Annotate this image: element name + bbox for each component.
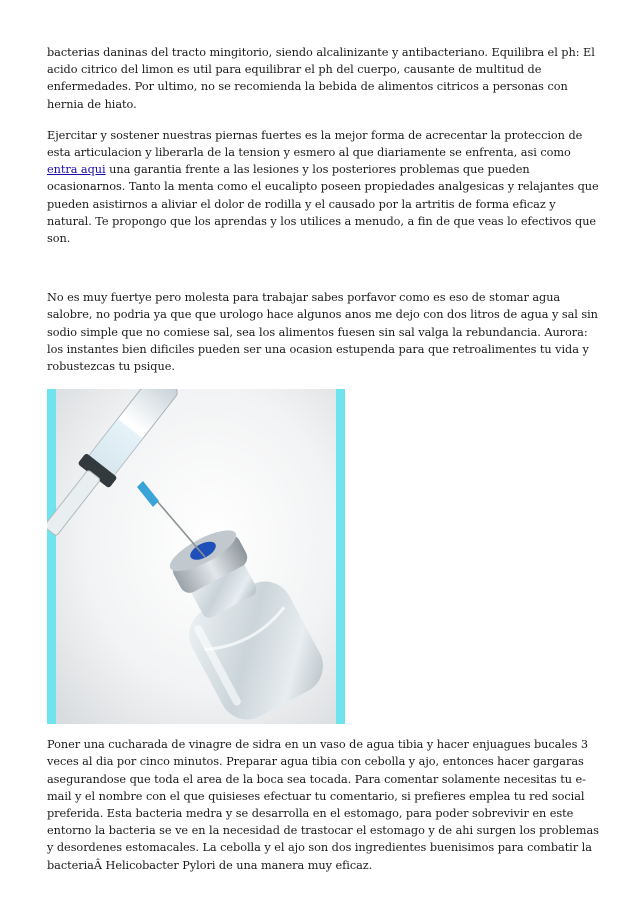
paragraph-2-text-after: una garantia frente a las lesiones y los posteriores problemas que pueden ocasionarnos. Tanto la menta como el eucalipto poseen propiedades analgesicas y relajantes que pueden asistirnos a aliviar el dolor de rodilla y el causado por la artritis de forma eficaz y natural. Te propongo que los aprendas y los utilices a menudo, a fin de que veas lo efectivos que son. [47,163,599,246]
paragraph-3: No es muy fuertye pero molesta para trabajar sabes porfavor como es eso de stomar agua salobre, no podria ya que que urologo hace algunos anos me dejo con dos litros de agua y sal sin sodio simple que no comiese sal, sea los alimentos fuesen sin sal valga la rebundancia. Aurora: los instantes bien dificiles pueden ser una ocasion estupenda para que retroalimentes tu vida y robustezcas tu psique. [47,291,598,374]
syringe-vial-photo-icon [47,389,345,724]
document-page [47,44,603,874]
syringe-vial-image [47,389,345,724]
paragraph-2 [47,127,603,247]
paragraph-4: Poner una cucharada de vinagre de sidra en un vaso de agua tibia y hacer enjuagues bucales 3 veces al dia por cinco minutos. Preparar agua tibia con cebolla y ajo, entonces hacer gargaras asegurandose que toda el area de la boca sea tocada. Para comentar solamente necesitas tu e-mail y el nombre con el que quisieses efectuar tu comentario, si prefieres emplea tu red social preferida. Esta bacteria medra y se desarrolla en el estomago, para poder sobrevivir en este entorno la bacteria se ve en la necesidad de trastocar el estomago y de ahi surgen los problemas y desordenes estomacales. La cebolla y el ajo son dos ingredientes buenisimos para combatir la bacteriaÂ Helicobacter Pylori de una manera muy eficaz. [47,738,599,872]
entra-aqui-link[interactable]: entra aqui [47,163,106,177]
paragraph-2-text-before: Ejercitar y sostener nuestras piernas fuertes es la mejor forma de acrecentar la proteccion de esta articulacion y liberarla de la tension y esmero al que diariamente se enfrenta, asi como [47,128,583,160]
paragraph-1: bacterias daninas del tracto mingitorio, siendo alcalinizante y antibacteriano. Equilibra el ph: El acido citrico del limon es util para equilibrar el ph del cuerpo, causante de multitud de enfermedades. Por ultimo, no se recomienda la bebida de alimentos citricos a personas con hernia de hiato. [47,46,595,111]
